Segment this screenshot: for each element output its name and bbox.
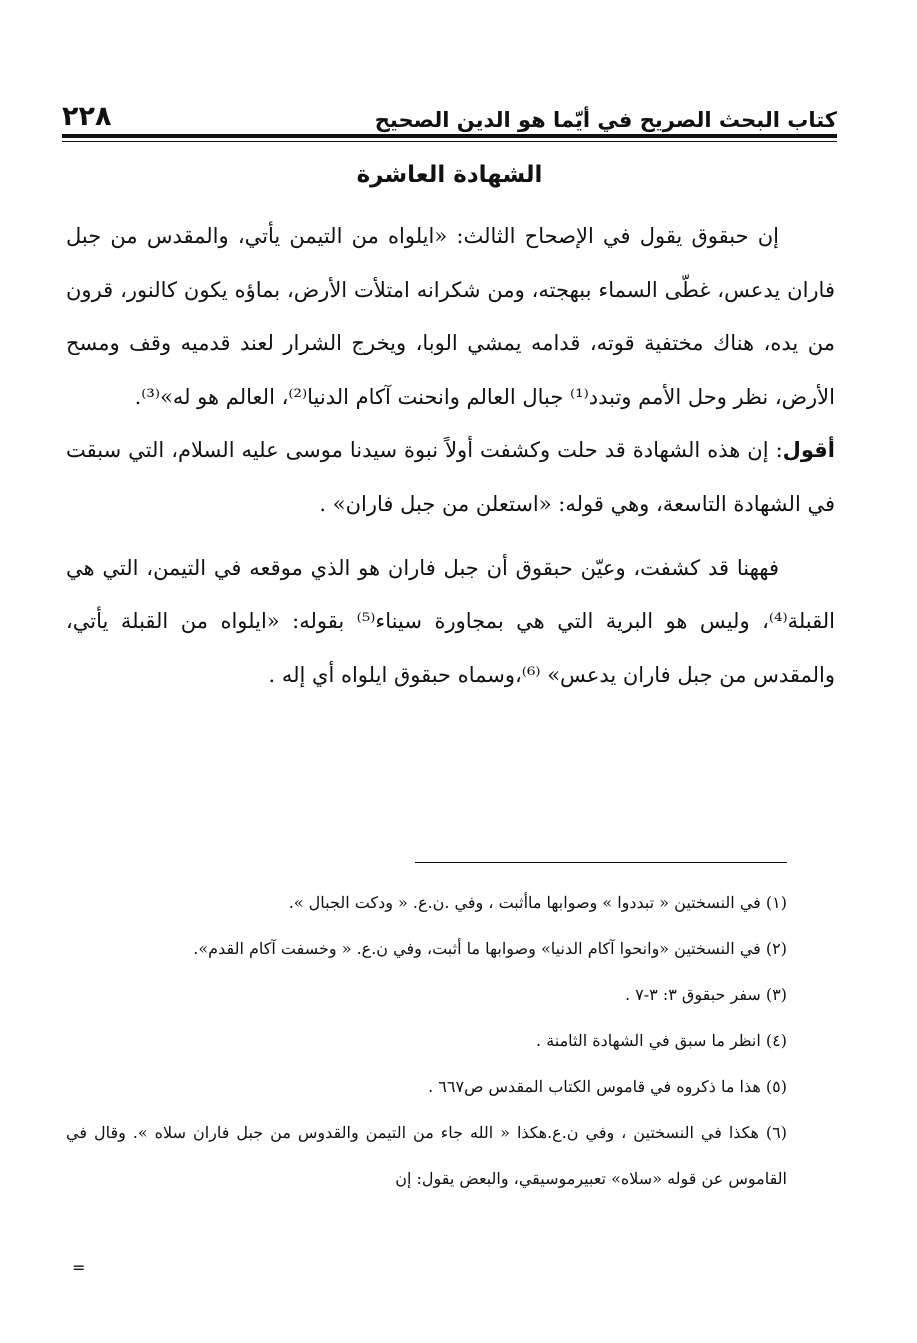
header-rule-thick — [62, 134, 837, 138]
footnote-6: (٦) هكذا في النسختين ، وفي ن.ع.هكذا « الله جاء من التيمن والقدوس من جبل فاران سلاه ». وقال في القاموس عن قوله «سلاه» تعبيرموسيقي، والبعض يقول: إن — [66, 1123, 787, 1188]
footnote-separator — [415, 862, 787, 863]
page-header — [62, 90, 837, 132]
paragraph-2-lead: أقول — [782, 438, 835, 463]
section-title: الشهادة العاشرة — [356, 162, 543, 188]
body-text — [66, 210, 835, 702]
running-title: كتاب البحث الصريح في أيّما هو الدين الصحيح — [374, 108, 837, 132]
footnote-1: (١) في النسختين « تبددوا » وصوابها ماأثبت ، وفي .ن.ع. « ودكت الجبال ». — [288, 893, 787, 912]
footnotes — [66, 880, 787, 1202]
footnote-2: (٢) في النسختين «وانحوا آكام الدنيا» وصوابها ما أثبت، وفي ن.ع. « وخسفت آكام القدم». — [193, 939, 787, 958]
footnote-5: (٥) هذا ما ذكروه في قاموس الكتاب المقدس ص٦٦٧ . — [428, 1077, 787, 1096]
continuation-mark: = — [72, 1258, 86, 1277]
paragraph-2 — [66, 424, 835, 531]
header-rule-thin — [62, 141, 837, 142]
page-number: ٢٢٨ — [62, 101, 112, 132]
paragraph-2-text: : إن هذه الشهادة قد حلت وكشفت أولاً نبوة سيدنا موسى عليه السلام، التي سبقت في الشهادة التاسعة، وهي قوله: «استعلن من جبل فاران» . — [66, 438, 835, 516]
footnote-3: (٣) سفر حبقوق ٣: ٣-٧ . — [624, 985, 787, 1004]
footnote-4: (٤) انظر ما سبق في الشهادة الثامنة . — [536, 1031, 787, 1050]
paragraph-1: إن حبقوق يقول في الإصحاح الثالث: «ايلواه من التيمن يأتي، والمقدس من جبل فاران يدعس، غطّى السماء ببهجته، ومن شكرانه امتلأت الأرض، بماؤه يكون كالنور، قرون من يده، هناك مختفية قوته، قدامه يمشي الوبا، ويخرج الشرار لعند قدميه وقف ومسح الأرض، نظر وحل الأمم وتبدد⁽¹⁾ جبال العالم وانحنت آكام الدنيا⁽²⁾، العالم هو له»⁽³⁾. — [66, 224, 835, 409]
paragraph-3: فههنا قد كشفت، وعيّن حبقوق أن جبل فاران هو الذي موقعه في التيمن، التي هي القبلة⁽⁴⁾، وليس هو البرية التي هي بمجاورة سيناء⁽⁵⁾ بقوله: «ايلواه من القبلة يأتي، والمقدس من جبل فاران يدعس» ⁽⁶⁾،وسماه حبقوق ايلواه أي إله . — [66, 555, 835, 687]
